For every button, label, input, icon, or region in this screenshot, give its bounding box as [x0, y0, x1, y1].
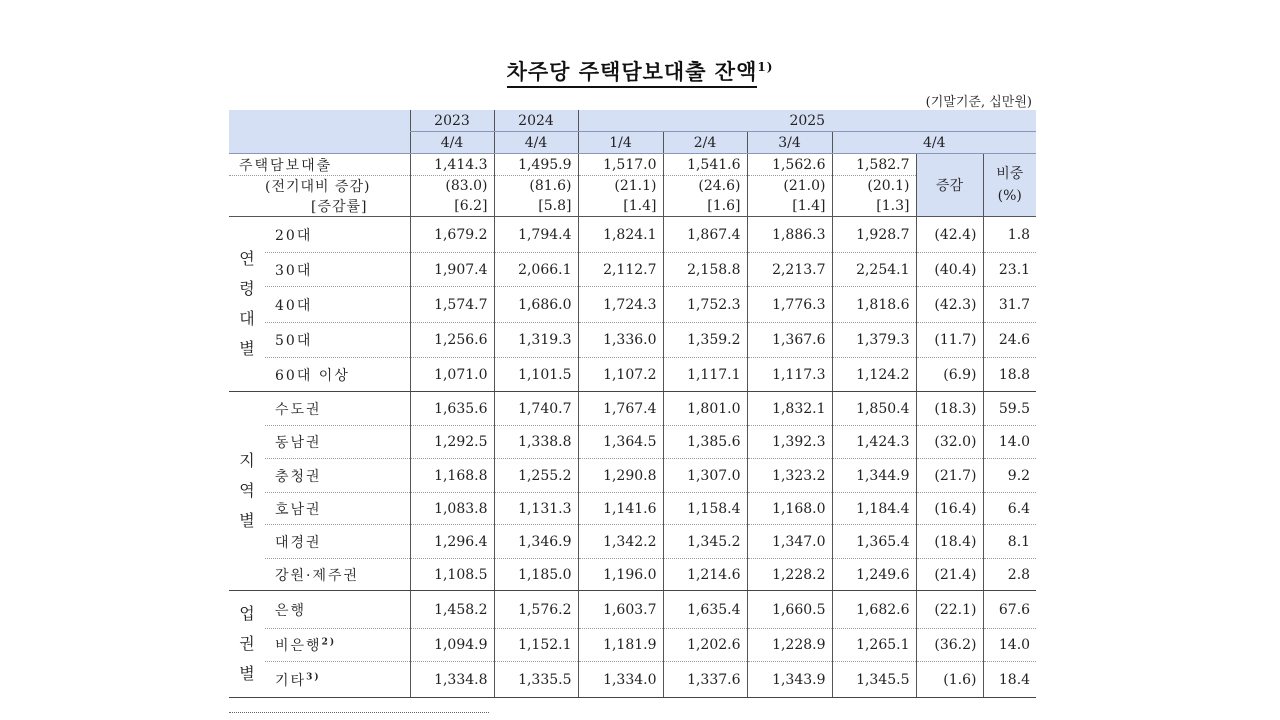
value-cell: 1,131.3: [494, 493, 578, 525]
group-label-char: 별: [239, 511, 255, 530]
total-value: 1,517.0: [578, 154, 663, 176]
value-cell: 1,343.9: [747, 662, 832, 698]
share-cell: 14.0: [983, 426, 1036, 459]
value-cell: 1,337.6: [663, 662, 747, 698]
value-cell: 1,867.4: [663, 217, 747, 253]
header-quarter: 4/4: [832, 132, 1036, 154]
value-cell: 1,168.8: [410, 459, 494, 493]
value-cell: 1,083.8: [410, 493, 494, 525]
row-label: [265, 629, 410, 662]
value-cell: 1,152.1: [494, 629, 578, 662]
row-footnote-mark: 2): [321, 637, 337, 648]
change-column-header: 증감: [916, 154, 983, 217]
group-label-char: 지: [239, 451, 255, 470]
value-cell: 1,108.5: [410, 559, 494, 591]
value-cell: 1,682.6: [832, 591, 916, 629]
value-cell: 1,117.3: [747, 358, 832, 392]
row-label-text: 비은행: [275, 638, 322, 654]
sector-row: [229, 662, 1036, 698]
value-cell: 1,228.2: [747, 559, 832, 591]
header-quarter: 3/4: [747, 132, 832, 154]
total-change-value: (24.6): [663, 176, 747, 197]
row-label: [265, 253, 410, 287]
age-row: [229, 287, 1036, 323]
value-cell: 2,213.7: [747, 253, 832, 287]
value-cell: 1,574.7: [410, 287, 494, 323]
share-unit: (%): [997, 188, 1022, 204]
total-rate-value: [1.6]: [663, 196, 747, 217]
value-cell: 1,818.6: [832, 287, 916, 323]
value-cell: 1,345.2: [663, 525, 747, 559]
value-cell: 1,107.2: [578, 358, 663, 392]
value-cell: 1,292.5: [410, 426, 494, 459]
row-label: [265, 323, 410, 358]
change-cell: (6.9): [916, 358, 983, 392]
total-value: 1,541.6: [663, 154, 747, 176]
value-cell: 1,801.0: [663, 392, 747, 426]
total-rate-value: [1.4]: [578, 196, 663, 217]
total-change-value: (83.0): [410, 176, 494, 197]
total-label: 주택담보대출: [229, 154, 410, 176]
group-label-char: 권: [239, 634, 255, 653]
value-cell: 1,347.0: [747, 525, 832, 559]
row-label: [265, 559, 410, 591]
value-cell: 1,345.5: [832, 662, 916, 698]
row-label-text: 20대: [275, 227, 313, 244]
value-cell: 1,338.8: [494, 426, 578, 459]
value-cell: 1,336.0: [578, 323, 663, 358]
value-cell: 1,365.4: [832, 525, 916, 559]
region-row: [229, 525, 1036, 559]
row-label-text: 40대: [275, 297, 313, 314]
total-change-row: [229, 176, 1036, 197]
value-cell: 1,117.1: [663, 358, 747, 392]
row-label: [265, 358, 410, 392]
total-rate-value: [6.2]: [410, 196, 494, 217]
header-quarter: 4/4: [410, 132, 494, 154]
value-cell: 2,254.1: [832, 253, 916, 287]
row-label-text: 50대: [275, 333, 313, 349]
header-year-2024: 2024: [494, 110, 578, 132]
value-cell: 1,767.4: [578, 392, 663, 426]
share-cell: 1.8: [983, 217, 1036, 253]
total-value: 1,582.7: [832, 154, 916, 176]
value-cell: 1,886.3: [747, 217, 832, 253]
header-year-2023: 2023: [410, 110, 494, 132]
share-cell: 9.2: [983, 459, 1036, 493]
header-quarter: 4/4: [494, 132, 578, 154]
change-cell: (21.4): [916, 559, 983, 591]
value-cell: 1,346.9: [494, 525, 578, 559]
value-cell: 1,249.6: [832, 559, 916, 591]
change-cell: (42.3): [916, 287, 983, 323]
region-row: [229, 392, 1036, 426]
share-cell: 8.1: [983, 525, 1036, 559]
row-label-text: 강원·제주권: [275, 567, 360, 584]
value-cell: 2,112.7: [578, 253, 663, 287]
value-cell: 1,824.1: [578, 217, 663, 253]
row-label: [265, 217, 410, 253]
sector-row: [229, 591, 1036, 629]
value-cell: 1,256.6: [410, 323, 494, 358]
sector-row: [229, 629, 1036, 662]
value-cell: 1,740.7: [494, 392, 578, 426]
row-label-text: 기타: [275, 672, 307, 689]
age-group-label: [229, 217, 265, 392]
group-label-char: 업: [239, 604, 255, 623]
row-label-text: 30대: [275, 262, 313, 279]
value-cell: 1,334.8: [410, 662, 494, 698]
row-label: [265, 662, 410, 698]
change-cell: (21.7): [916, 459, 983, 493]
group-label-char: 대: [239, 309, 255, 328]
change-cell: (42.4): [916, 217, 983, 253]
row-label: [265, 287, 410, 323]
value-cell: 1,392.3: [747, 426, 832, 459]
change-cell: (32.0): [916, 426, 983, 459]
header-corner: [229, 110, 410, 154]
total-change-value: (21.0): [747, 176, 832, 197]
change-cell: (18.3): [916, 392, 983, 426]
footnote-divider: [229, 712, 489, 719]
value-cell: 1,290.8: [578, 459, 663, 493]
value-cell: 1,181.9: [578, 629, 663, 662]
row-label: [265, 591, 410, 629]
total-row: [229, 154, 1036, 176]
value-cell: 1,679.2: [410, 217, 494, 253]
row-label-text: 대경권: [275, 534, 322, 551]
value-cell: 1,367.6: [747, 323, 832, 358]
group-label-char: 별: [239, 664, 255, 683]
sector-group-label: [229, 591, 265, 698]
value-cell: 1,184.4: [832, 493, 916, 525]
value-cell: 1,424.3: [832, 426, 916, 459]
total-change-value: (81.6): [494, 176, 578, 197]
table-title-text: 차주당 주택담보대출 잔액: [507, 59, 758, 88]
share-cell: 67.6: [983, 591, 1036, 629]
value-cell: 1,307.0: [663, 459, 747, 493]
row-label-text: 은행: [275, 602, 307, 619]
change-cell: (1.6): [916, 662, 983, 698]
value-cell: 1,660.5: [747, 591, 832, 629]
total-value: 1,495.9: [494, 154, 578, 176]
change-cell: (18.4): [916, 525, 983, 559]
header-quarter: 2/4: [663, 132, 747, 154]
value-cell: 1,603.7: [578, 591, 663, 629]
change-cell: (11.7): [916, 323, 983, 358]
value-cell: 1,319.3: [494, 323, 578, 358]
share-column-header: [983, 154, 1036, 217]
row-label: [265, 493, 410, 525]
unit-note: (기말기준, 십만원): [925, 95, 1032, 110]
share-cell: 6.4: [983, 493, 1036, 525]
region-row: [229, 459, 1036, 493]
share-cell: 14.0: [983, 629, 1036, 662]
value-cell: 1,832.1: [747, 392, 832, 426]
value-cell: 1,794.4: [494, 217, 578, 253]
header-quarter: 1/4: [578, 132, 663, 154]
total-rate-value: [1.3]: [832, 196, 916, 217]
age-row: [229, 217, 1036, 253]
header-row-years: [229, 110, 1036, 132]
share-cell: 2.8: [983, 559, 1036, 591]
total-value: 1,562.6: [747, 154, 832, 176]
share-cell: 59.5: [983, 392, 1036, 426]
value-cell: 1,101.5: [494, 358, 578, 392]
value-cell: 1,255.2: [494, 459, 578, 493]
row-label-text: 60대 이상: [275, 367, 350, 384]
total-change-label: (전기대비 증감): [265, 179, 371, 195]
title-footnote-mark: 1): [757, 60, 774, 74]
share-cell: 23.1: [983, 253, 1036, 287]
value-cell: 1,158.4: [663, 493, 747, 525]
share-cell: 31.7: [983, 287, 1036, 323]
value-cell: 1,635.4: [663, 591, 747, 629]
value-cell: 1,335.5: [494, 662, 578, 698]
value-cell: 1,928.7: [832, 217, 916, 253]
row-label-text: 호남권: [275, 501, 322, 518]
total-value: 1,414.3: [410, 154, 494, 176]
change-cell: (22.1): [916, 591, 983, 629]
region-row: [229, 426, 1036, 459]
total-rate-value: [5.8]: [494, 196, 578, 217]
value-cell: 2,066.1: [494, 253, 578, 287]
value-cell: 2,158.8: [663, 253, 747, 287]
value-cell: 1,265.1: [832, 629, 916, 662]
total-change-value: (21.1): [578, 176, 663, 197]
value-cell: 1,752.3: [663, 287, 747, 323]
row-label: [265, 426, 410, 459]
value-cell: 1,124.2: [832, 358, 916, 392]
value-cell: 1,344.9: [832, 459, 916, 493]
change-cell: (36.2): [916, 629, 983, 662]
row-label-text: 수도권: [275, 401, 322, 418]
value-cell: 1,686.0: [494, 287, 578, 323]
header-year-2025: 2025: [578, 110, 1036, 132]
total-rate-label: [증감률]: [229, 196, 410, 217]
row-label: [265, 459, 410, 493]
row-footnote-mark: 3): [306, 671, 321, 682]
share-cell: 18.8: [983, 358, 1036, 392]
value-cell: 1,196.0: [578, 559, 663, 591]
value-cell: 1,850.4: [832, 392, 916, 426]
value-cell: 1,359.2: [663, 323, 747, 358]
value-cell: 1,228.9: [747, 629, 832, 662]
value-cell: 1,776.3: [747, 287, 832, 323]
value-cell: 1,334.0: [578, 662, 663, 698]
row-label: [265, 392, 410, 426]
value-cell: 1,342.2: [578, 525, 663, 559]
region-row: [229, 559, 1036, 591]
value-cell: 1,094.9: [410, 629, 494, 662]
change-cell: (40.4): [916, 253, 983, 287]
value-cell: 1,379.3: [832, 323, 916, 358]
value-cell: 1,141.6: [578, 493, 663, 525]
share-cell: 24.6: [983, 323, 1036, 358]
value-cell: 1,185.0: [494, 559, 578, 591]
group-label-char: 연: [239, 249, 255, 268]
age-row: [229, 323, 1036, 358]
share-label: 비중: [996, 166, 1024, 182]
row-label-text: 충청권: [275, 468, 322, 485]
value-cell: 1,364.5: [578, 426, 663, 459]
table-title: [0, 56, 1280, 86]
share-cell: 18.4: [983, 662, 1036, 698]
value-cell: 1,214.6: [663, 559, 747, 591]
change-cell: (16.4): [916, 493, 983, 525]
value-cell: 1,385.6: [663, 426, 747, 459]
value-cell: 1,576.2: [494, 591, 578, 629]
total-change-value: (20.1): [832, 176, 916, 197]
group-label-char: 령: [239, 279, 255, 298]
age-row: [229, 358, 1036, 392]
value-cell: 1,323.2: [747, 459, 832, 493]
value-cell: 1,458.2: [410, 591, 494, 629]
age-row: [229, 253, 1036, 287]
group-label-char: 역: [239, 481, 255, 500]
value-cell: 1,168.0: [747, 493, 832, 525]
row-label-text: 동남권: [275, 435, 322, 451]
mortgage-balance-table: [229, 110, 1036, 698]
region-row: [229, 493, 1036, 525]
group-label-char: 별: [239, 339, 255, 358]
value-cell: 1,907.4: [410, 253, 494, 287]
total-rate-value: [1.4]: [747, 196, 832, 217]
value-cell: 1,724.3: [578, 287, 663, 323]
row-label: [265, 525, 410, 559]
total-rate-row: [229, 196, 1036, 217]
value-cell: 1,202.6: [663, 629, 747, 662]
region-group-label: [229, 392, 265, 591]
value-cell: 1,071.0: [410, 358, 494, 392]
value-cell: 1,296.4: [410, 525, 494, 559]
value-cell: 1,635.6: [410, 392, 494, 426]
